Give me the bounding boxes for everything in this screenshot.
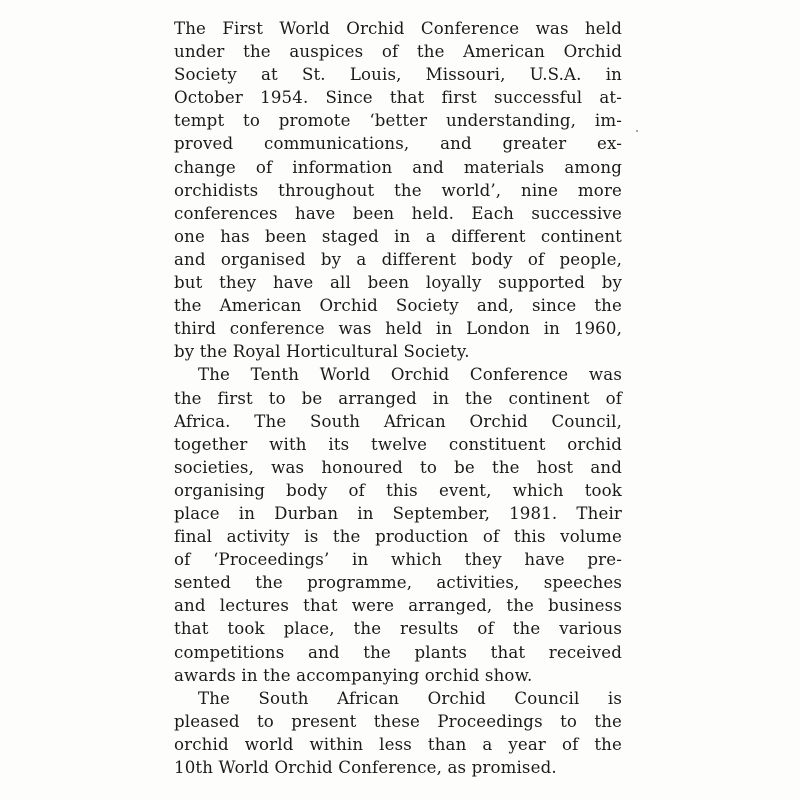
- text-line: third conference was held in London in 1960,: [174, 319, 622, 339]
- paragraph-1: [174, 17, 622, 363]
- text-line: Society at St. Louis, Missouri, U.S.A. in: [174, 65, 622, 85]
- text-line: awards in the accompanying orchid show.: [174, 665, 533, 685]
- text-line: the first to be arranged in the continent of: [174, 388, 622, 408]
- text-line: 10th World Orchid Conference, as promised.: [174, 758, 557, 777]
- text-line: by the Royal Horticultural Society.: [174, 342, 470, 362]
- text-line: place in Durban in September, 1981. Their: [174, 503, 622, 523]
- text-line: sented the programme, activities, speeches: [174, 573, 622, 593]
- body-text: [174, 17, 622, 779]
- text-line: conferences have been held. Each successive: [174, 203, 622, 223]
- text-line: under the auspices of the American Orchid: [174, 42, 622, 62]
- text-line: change of information and materials among: [174, 157, 622, 177]
- text-line: together with its twelve constituent orchid: [174, 434, 622, 454]
- text-line: tempt to promote ‘better understanding, im-: [174, 111, 622, 131]
- text-line: orchid world within less than a year of the: [174, 734, 622, 754]
- text-line: of ‘Proceedings’ in which they have pre-: [174, 550, 622, 570]
- text-line: Africa. The South African Orchid Council,: [174, 411, 622, 431]
- text-line: societies, was honoured to be the host and: [174, 457, 622, 477]
- text-line: and organised by a different body of people,: [174, 249, 622, 269]
- text-line: but they have all been loyally supported by: [174, 273, 622, 293]
- text-line: the American Orchid Society and, since the: [174, 296, 622, 316]
- text-line: orchidists throughout the world’, nine more: [174, 180, 622, 200]
- text-line: pleased to present these Proceedings to the: [174, 711, 622, 731]
- text-line: proved communications, and greater ex-: [174, 134, 622, 154]
- text-line: competitions and the plants that received: [174, 642, 622, 662]
- paragraph-3: [174, 687, 622, 779]
- paragraph-2: [174, 363, 622, 686]
- paper-speck: [636, 130, 638, 132]
- text-line: that took place, the results of the various: [174, 619, 622, 639]
- text-line: final activity is the production of this volume: [174, 527, 622, 547]
- text-line: one has been staged in a different continent: [174, 226, 622, 246]
- text-line: The First World Orchid Conference was held: [174, 19, 622, 38]
- text-line: The South African Orchid Council is: [198, 688, 622, 708]
- text-line: October 1954. Since that first successful at-: [174, 88, 622, 108]
- text-line: The Tenth World Orchid Conference was: [198, 365, 622, 385]
- text-line: organising body of this event, which took: [174, 480, 622, 500]
- text-line: and lectures that were arranged, the business: [174, 596, 622, 616]
